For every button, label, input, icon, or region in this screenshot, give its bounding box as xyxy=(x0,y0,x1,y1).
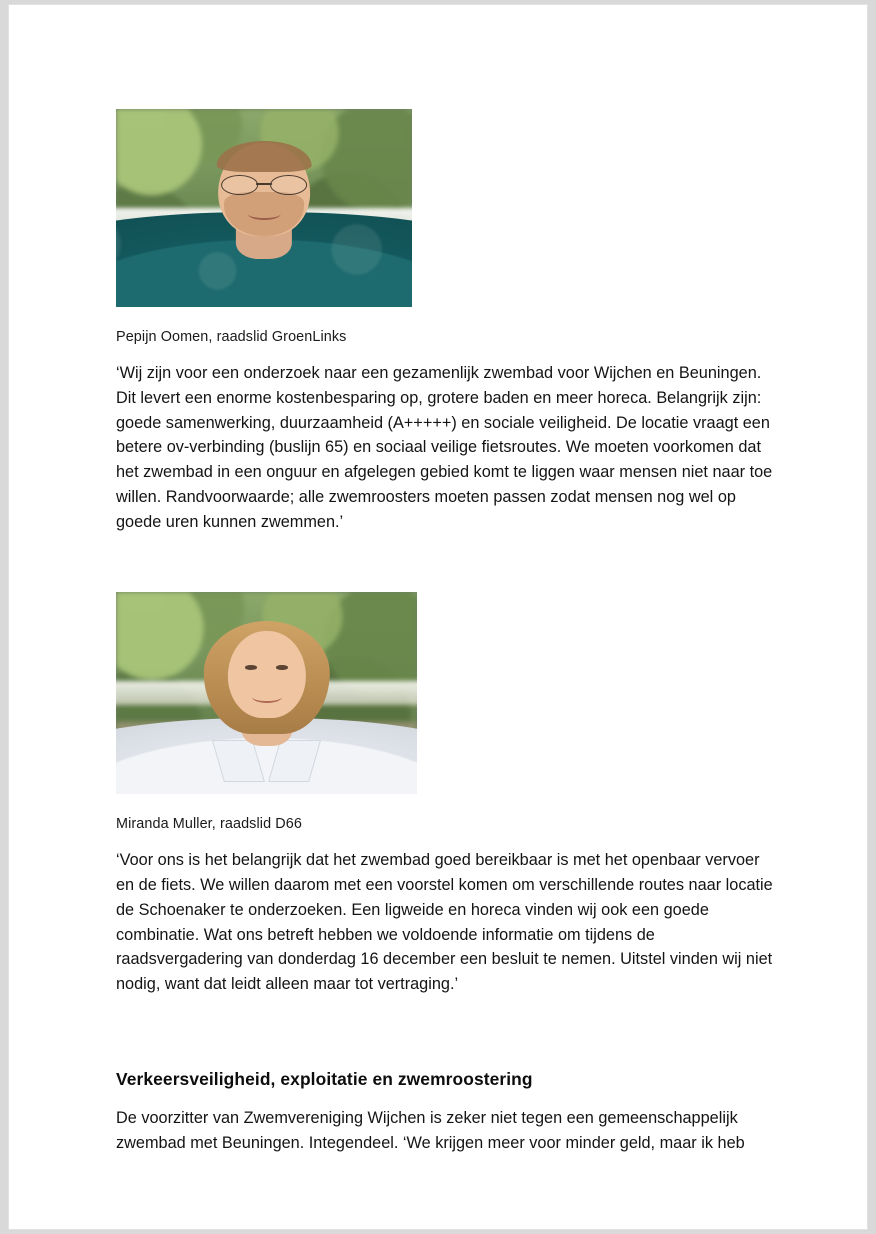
subject-smile xyxy=(248,208,281,220)
subject-head xyxy=(227,631,305,718)
subject-eye-right xyxy=(276,665,288,669)
portrait-photo-miranda xyxy=(116,592,417,794)
section-spacer xyxy=(116,997,776,1069)
photo-caption-miranda: Miranda Muller, raadslid D66 xyxy=(116,816,302,833)
quote-paragraph-pepijn: ‘Wij zijn voor een onderzoek naar een gezamenlijk zwembad voor Wijchen en Beuningen. Dit levert een enorme kostenbesparing op, grotere baden en meer horeca. Belangrijk zijn: goede samenwerking, duurzaamheid (A+++++) en sociale veiligheid. De locatie vraagt een betere ov-verbinding (buslijn 65) en sociaal veilige fietsroutes. We moeten voorkomen dat het zwembad in een onguur en afgelegen gebied komt te liggen waar mensen niet naar toe willen. Randvoorwaarde; alle zwemroosters moeten passen zodat mensen nog wel op goede uren kunnen zwemmen.’ xyxy=(116,364,773,531)
quote-block-pepijn xyxy=(116,109,776,534)
portrait-photo-pepijn xyxy=(116,109,412,307)
block-spacer xyxy=(116,534,776,592)
section-paragraph: De voorzitter van Zwemvereniging Wijchen is zeker niet tegen een gemeenschappelijk zwembad met Beuningen. Integendeel. ‘We krijgen meer voor minder geld, maar ik heb xyxy=(116,1108,745,1152)
document-page xyxy=(8,4,868,1230)
document-content xyxy=(116,109,776,1155)
subject-eye-left xyxy=(245,665,257,669)
quote-block-miranda xyxy=(116,592,776,997)
photo-caption-pepijn: Pepijn Oomen, raadslid GroenLinks xyxy=(116,329,347,345)
glasses-icon xyxy=(221,175,307,193)
quote-paragraph-miranda: ‘Voor ons is het belangrijk dat het zwembad goed bereikbaar is met het openbaar vervoer en de fiets. We willen daarom met een voorstel komen om verschillende routes naar locatie de Schoenaker te onderzoeken. Een ligweide en horeca vinden wij ook een goede combinatie. Wat ons betreft hebben we voldoende informatie om tijdens de raadsvergadering van donderdag 16 december een besluit te nemen. Uitstel vinden wij niet nodig, want dat leidt alleen maar tot vertraging.’ xyxy=(116,851,773,994)
section-heading: Verkeersveiligheid, exploitatie en zwemroostering xyxy=(116,1068,533,1089)
